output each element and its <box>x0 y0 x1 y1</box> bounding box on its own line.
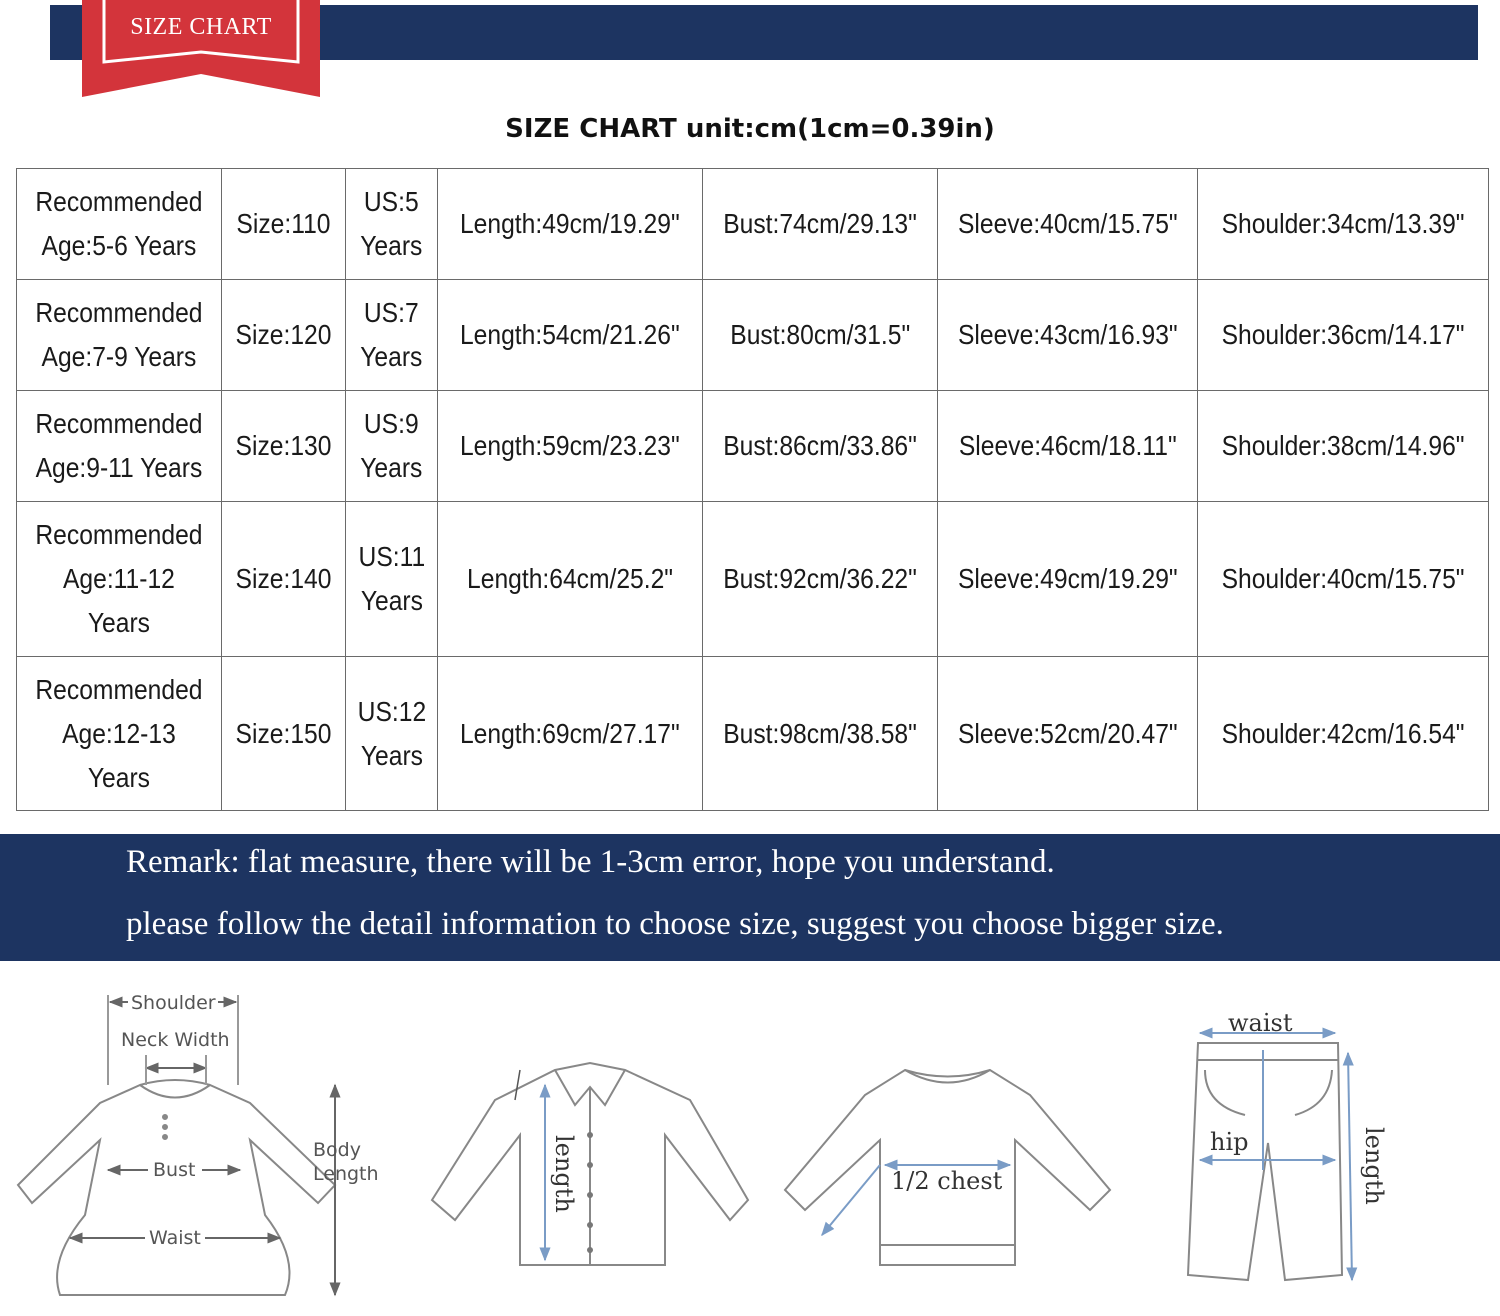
table-row <box>17 169 1489 280</box>
size-cell: Size:120 <box>222 280 346 391</box>
shoulder-cell: Shoulder:40cm/15.75" <box>1198 502 1489 657</box>
age-cell: Recommended Age:9-11 Years <box>17 391 222 502</box>
dress-bust-label: Bust <box>153 1159 196 1181</box>
table-row <box>17 502 1489 657</box>
table-row <box>17 391 1489 502</box>
sweater-chest-label: 1/2 chest <box>891 1167 1003 1195</box>
shoulder-cell: Shoulder:38cm/14.96" <box>1198 391 1489 502</box>
us-size-cell: US:7 Years <box>346 280 438 391</box>
remark-line-1: Remark: flat measure, there will be 1-3cm error, hope you understand. <box>126 844 1055 880</box>
length-cell: Length:69cm/27.17" <box>438 657 703 811</box>
dress-neck-width-label: Neck Width <box>121 1029 230 1051</box>
sleeve-cell: Sleeve:49cm/19.29" <box>938 502 1198 657</box>
length-cell: Length:64cm/25.2" <box>438 502 703 657</box>
us-size-cell: US:11 Years <box>346 502 438 657</box>
bust-cell: Bust:86cm/33.86" <box>703 391 938 502</box>
sleeve-cell: Sleeve:46cm/18.11" <box>938 391 1198 502</box>
age-cell: Recommended Age:7-9 Years <box>17 280 222 391</box>
measurement-diagrams <box>0 975 1500 1316</box>
sleeve-cell: Sleeve:52cm/20.47" <box>938 657 1198 811</box>
badge-text: SIZE CHART <box>130 14 272 40</box>
us-size-cell: US:5 Years <box>346 169 438 280</box>
us-size-cell: US:12 Years <box>346 657 438 811</box>
size-table <box>16 168 1489 811</box>
shoulder-cell: Shoulder:36cm/14.17" <box>1198 280 1489 391</box>
table-row <box>17 280 1489 391</box>
pants-diagram-icon <box>1188 1033 1352 1280</box>
remark-banner <box>0 834 1500 961</box>
shoulder-cell: Shoulder:34cm/13.39" <box>1198 169 1489 280</box>
bust-cell: Bust:92cm/36.22" <box>703 502 938 657</box>
bust-cell: Bust:98cm/38.58" <box>703 657 938 811</box>
shoulder-cell: Shoulder:42cm/16.54" <box>1198 657 1489 811</box>
size-cell: Size:140 <box>222 502 346 657</box>
pants-waist-label: waist <box>1228 1009 1293 1037</box>
remark-line-2: please follow the detail information to choose size, suggest you choose bigger size. <box>126 906 1224 942</box>
size-cell: Size:150 <box>222 657 346 811</box>
table-row <box>17 657 1489 811</box>
sleeve-cell: Sleeve:40cm/15.75" <box>938 169 1198 280</box>
size-cell: Size:110 <box>222 169 346 280</box>
pants-length-label: length <box>1360 1127 1388 1205</box>
page-title: SIZE CHART unit:cm(1cm=0.39in) <box>505 114 995 144</box>
size-cell: Size:130 <box>222 391 346 502</box>
length-cell: Length:54cm/21.26" <box>438 280 703 391</box>
bust-cell: Bust:74cm/29.13" <box>703 169 938 280</box>
pants-hip-label: hip <box>1210 1128 1249 1156</box>
dress-length-label: Length <box>313 1163 379 1185</box>
age-cell: Recommended Age:5-6 Years <box>17 169 222 280</box>
length-cell: Length:49cm/19.29" <box>438 169 703 280</box>
us-size-cell: US:9 Years <box>346 391 438 502</box>
dress-waist-label: Waist <box>149 1227 201 1249</box>
length-cell: Length:59cm/23.23" <box>438 391 703 502</box>
sleeve-cell: Sleeve:43cm/16.93" <box>938 280 1198 391</box>
age-cell: Recommended Age:12-13 Years <box>17 657 222 811</box>
age-cell: Recommended Age:11-12 Years <box>17 502 222 657</box>
shirt-length-label: length <box>550 1135 578 1213</box>
dress-body-label: Body <box>313 1139 361 1161</box>
dress-shoulder-label: Shoulder <box>131 992 216 1014</box>
size-chart-badge <box>82 0 320 97</box>
bust-cell: Bust:80cm/31.5" <box>703 280 938 391</box>
